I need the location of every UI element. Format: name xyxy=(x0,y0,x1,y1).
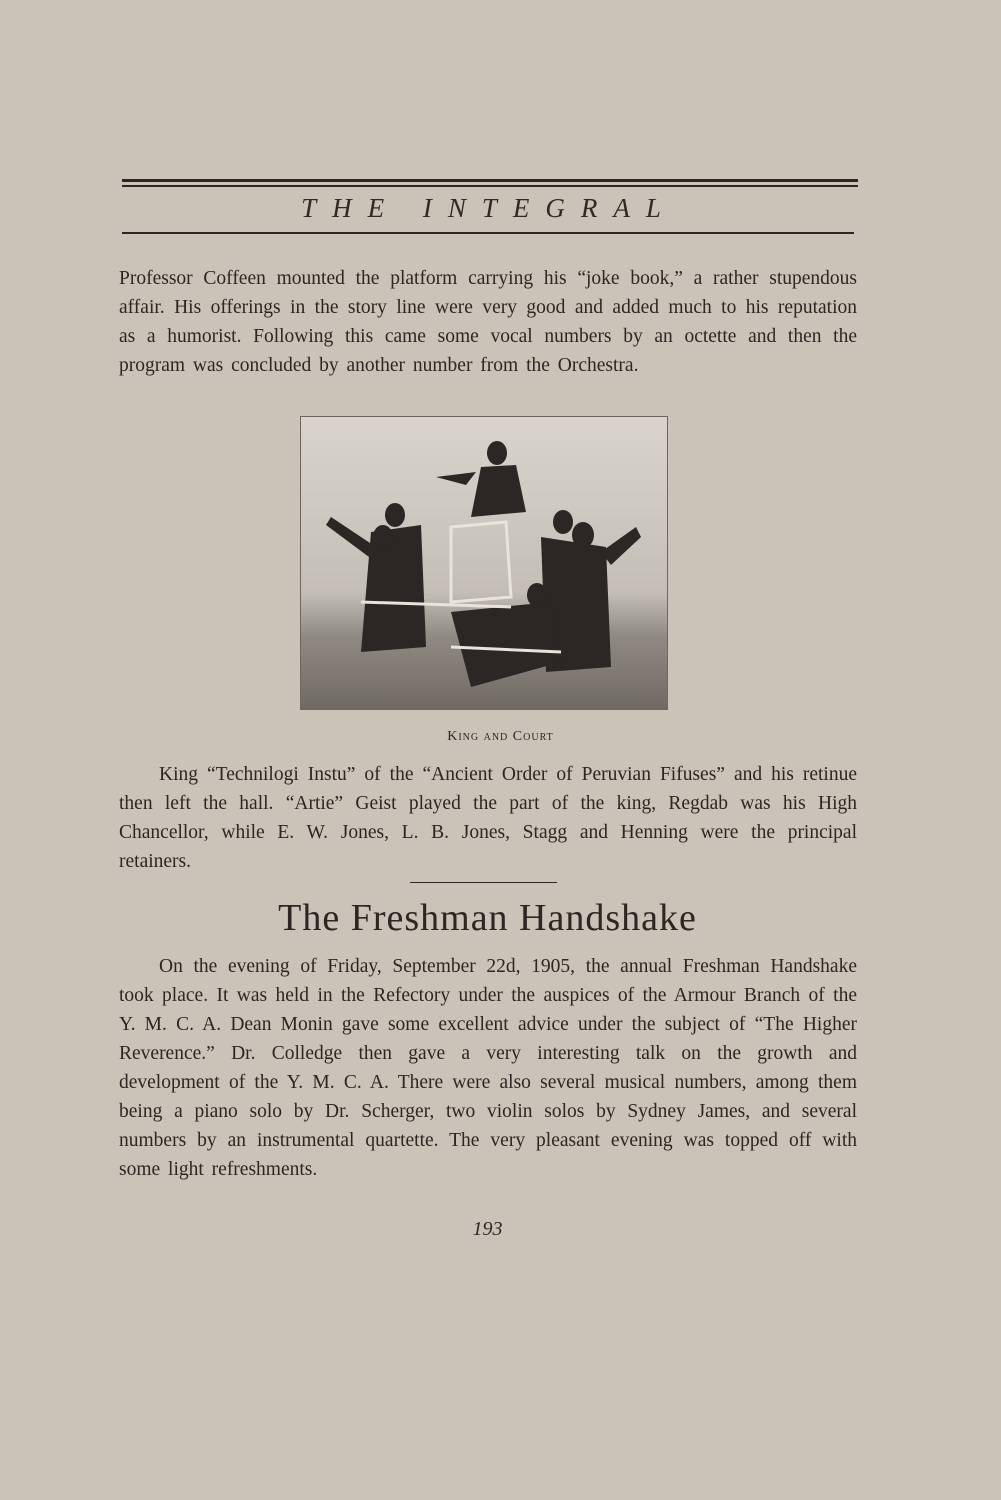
header-rule-bottom xyxy=(122,232,854,234)
photo-figures-illustration xyxy=(301,417,667,709)
paragraph-2: King “Technilogi Instu” of the “Ancient Order of Peruvian Fifuses” and his retinue then left the hall. “Artie” Geist played the part of the king, Regdab was his High Chancellor, while E. W. Jones, L. B. Jones, Stagg and Henning were the principal retainers. xyxy=(119,763,857,872)
section-heading: The Freshman Handshake xyxy=(278,897,697,939)
photo-caption: King and Court xyxy=(447,729,554,744)
page-number: 193 xyxy=(472,1218,503,1240)
section-divider xyxy=(410,882,557,883)
paragraph-3: On the evening of Friday, September 22d, 1905, the annual Freshman Handshake took place. It was held in the Refectory under the auspices of the Armour Branch of the Y. M. C. A. Dean Monin gave some excellent advice under the subject of “The Higher Reverence.” Dr. Colledge then gave a very interesting talk on the growth and development of the Y. M. C. A. There were also several musical numbers, among them being a piano solo by Dr. Scherger, two violin solos by Sydney James, and several numbers by an instrumental quartette. The very pleasant evening was topped off with some light refreshments. xyxy=(119,955,857,1180)
header-rule-second xyxy=(122,185,858,187)
header-rule-top xyxy=(122,179,858,182)
paragraph-1: Professor Coffeen mounted the platform carrying his “joke book,” a rather stupendous affair. His offerings in the story line were very good and added much to his reputation as a humorist. Following this came some vocal numbers by an octette and then the program was concluded by another number from the Orchestra. xyxy=(119,267,857,376)
running-header-title: THE INTEGRAL xyxy=(301,193,677,223)
photograph-king-and-court xyxy=(300,416,668,710)
